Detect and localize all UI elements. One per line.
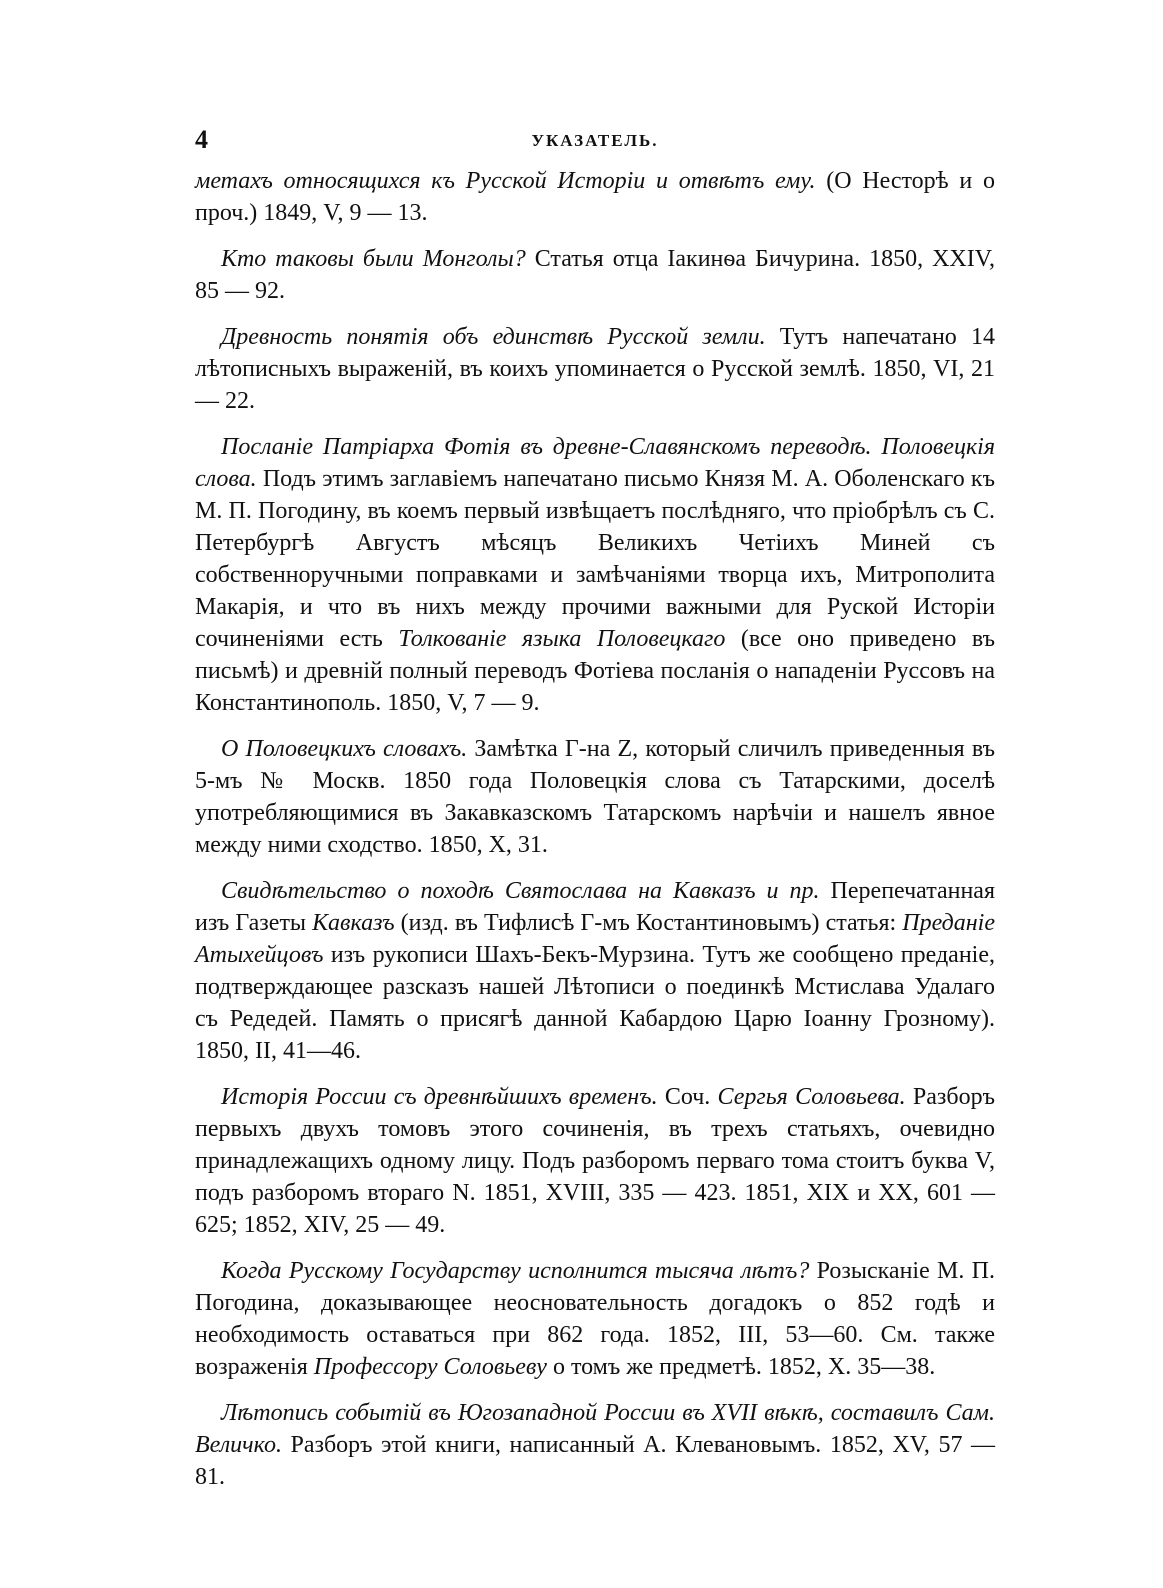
entry-text-continued-2: изъ рукописи Шахъ-Бекъ-Мурзина. Тутъ же сообщено преданіе, подтверждающее разсказъ нашей Лѣтописи о поединкѣ Мстислава Удалаго съ Редедей. Память о присягѣ данной Кабардою Царю Іоанну Грозному). 1850, II, 41—46. <box>195 942 995 1064</box>
entry-title: Посланіе Патріарха Фотія въ древне-Славянскомъ переводѣ. Половецкія слова. <box>195 434 995 492</box>
page-number: 4 <box>195 125 208 154</box>
entry-text-continued: о томъ же предметѣ. 1852, X. 35—38. <box>546 1354 936 1380</box>
entry-title: Древность понятія объ единствѣ Русской земли. <box>221 324 766 350</box>
index-entry-7 <box>195 1255 995 1383</box>
entry-cited-title: Профессору Соловьеву <box>307 1354 547 1380</box>
index-entry-8 <box>195 1397 995 1493</box>
entry-text: Перепечатанная изъ Газеты <box>195 878 996 936</box>
entry-cited-title: Преданіе Атыхейцовъ <box>195 910 995 968</box>
entry-title: Когда Русскому Государству исполнится тысяча лѣтъ? <box>221 1258 810 1284</box>
index-entries <box>195 165 995 1493</box>
entry-text: Статья отца Іакинѳа Бичурина. 1850, XXIV, 85 — 92. <box>195 246 995 304</box>
running-title: УКАЗАТЕЛЬ. <box>531 131 659 150</box>
index-entry-6 <box>195 1081 995 1241</box>
entry-text-continued: Разборъ первыхъ двухъ томовъ этого сочиненія, въ трехъ статьяхъ, очевидно принадлежащихъ одному лицу. Подъ разборомъ перваго тома стоитъ буква V, подъ разборомъ втораго N. 1851, XVIII, 335 — 423. 1851, XIX и XX, 601 — 625; 1852, XIV, 25 — 49. <box>195 1084 996 1238</box>
index-entry-1 <box>195 243 995 307</box>
entry-text: Разборъ этой книги, написанный А. Клевановымъ. 1852, XV, 57 — 81. <box>195 1432 995 1490</box>
entry-text-continued: (все оно приведено въ письмѣ) и древній полный переводъ Фотіева посланія о нападеніи Руссовъ на Константинополь. 1850, V, 7 — 9. <box>195 626 995 716</box>
entry-title: Исторія России съ древнѣйшихъ временъ. <box>221 1084 658 1110</box>
entry-text: Соч. <box>657 1084 711 1110</box>
entry-cited-title: Толкованіе языка Половецкаго <box>382 626 726 652</box>
index-entry-0 <box>195 165 995 229</box>
index-entry-4 <box>195 733 995 861</box>
entry-text: Тутъ напечатано 14 лѣтописныхъ выраженій, въ коихъ упоминается о Русской землѣ. 1850, VI, 21 — 22. <box>195 324 995 414</box>
page-header <box>195 125 995 165</box>
page <box>195 125 995 1507</box>
entry-text: Замѣтка Г-на Z, который сличилъ приведенныя въ 5-мъ № Москв. 1850 года Половецкія слова съ Татарскими, доселѣ употребляющимися въ Закавказскомъ Татарскомъ нарѣчіи и нашелъ явное между ними сходство. 1850, X, 31. <box>195 736 996 858</box>
entry-text: Розысканіе М. П. Погодина, доказывающее неосновательность догадокъ о 852 годѣ и необходимость оставаться при 862 года. 1852, III, 53—60. См. также возраженія <box>195 1258 995 1380</box>
entry-author: Сергья Соловьева. <box>710 1084 906 1110</box>
entry-title: Свидѣтельство о походѣ Святослава на Кавказъ и пр. <box>221 878 820 904</box>
index-entry-5 <box>195 875 995 1067</box>
index-entry-2 <box>195 321 995 417</box>
index-entry-3 <box>195 431 995 719</box>
entry-text: Подъ этимъ заглавіемъ напечатано письмо Князя М. А. Оболенскаго къ М. П. Погодину, въ коемъ первый извѣщаетъ послѣдняго, что пріобрѣлъ съ С. Петербургѣ Августъ мѣсяцъ Великихъ Четіихъ Миней съ собственноручными поправками и замѣчаніями творца ихъ, Митрополита Макарія, и что въ нихъ между прочими важными для Руской Исторіи сочиненіями есть <box>195 466 995 652</box>
entry-text: (О Несторѣ и о проч.) 1849, V, 9 — 13. <box>195 168 995 226</box>
entry-title: Кто таковы были Монголы? <box>221 246 526 272</box>
entry-title: Лѣтопись событій въ Югозападной России въ XVII вѣкѣ, составилъ Сам. Величко. <box>195 1400 995 1458</box>
entry-text-continued: (изд. въ Тифлисѣ Г-мъ Костантиновымъ) статья: <box>394 910 897 936</box>
entry-title: О Половецкихъ словахъ. <box>221 736 468 762</box>
entry-cited-newspaper: Кавказъ <box>306 910 395 936</box>
entry-title: метахъ относящихся къ Русской Исторіи и отвѣтъ ему. <box>195 168 816 194</box>
